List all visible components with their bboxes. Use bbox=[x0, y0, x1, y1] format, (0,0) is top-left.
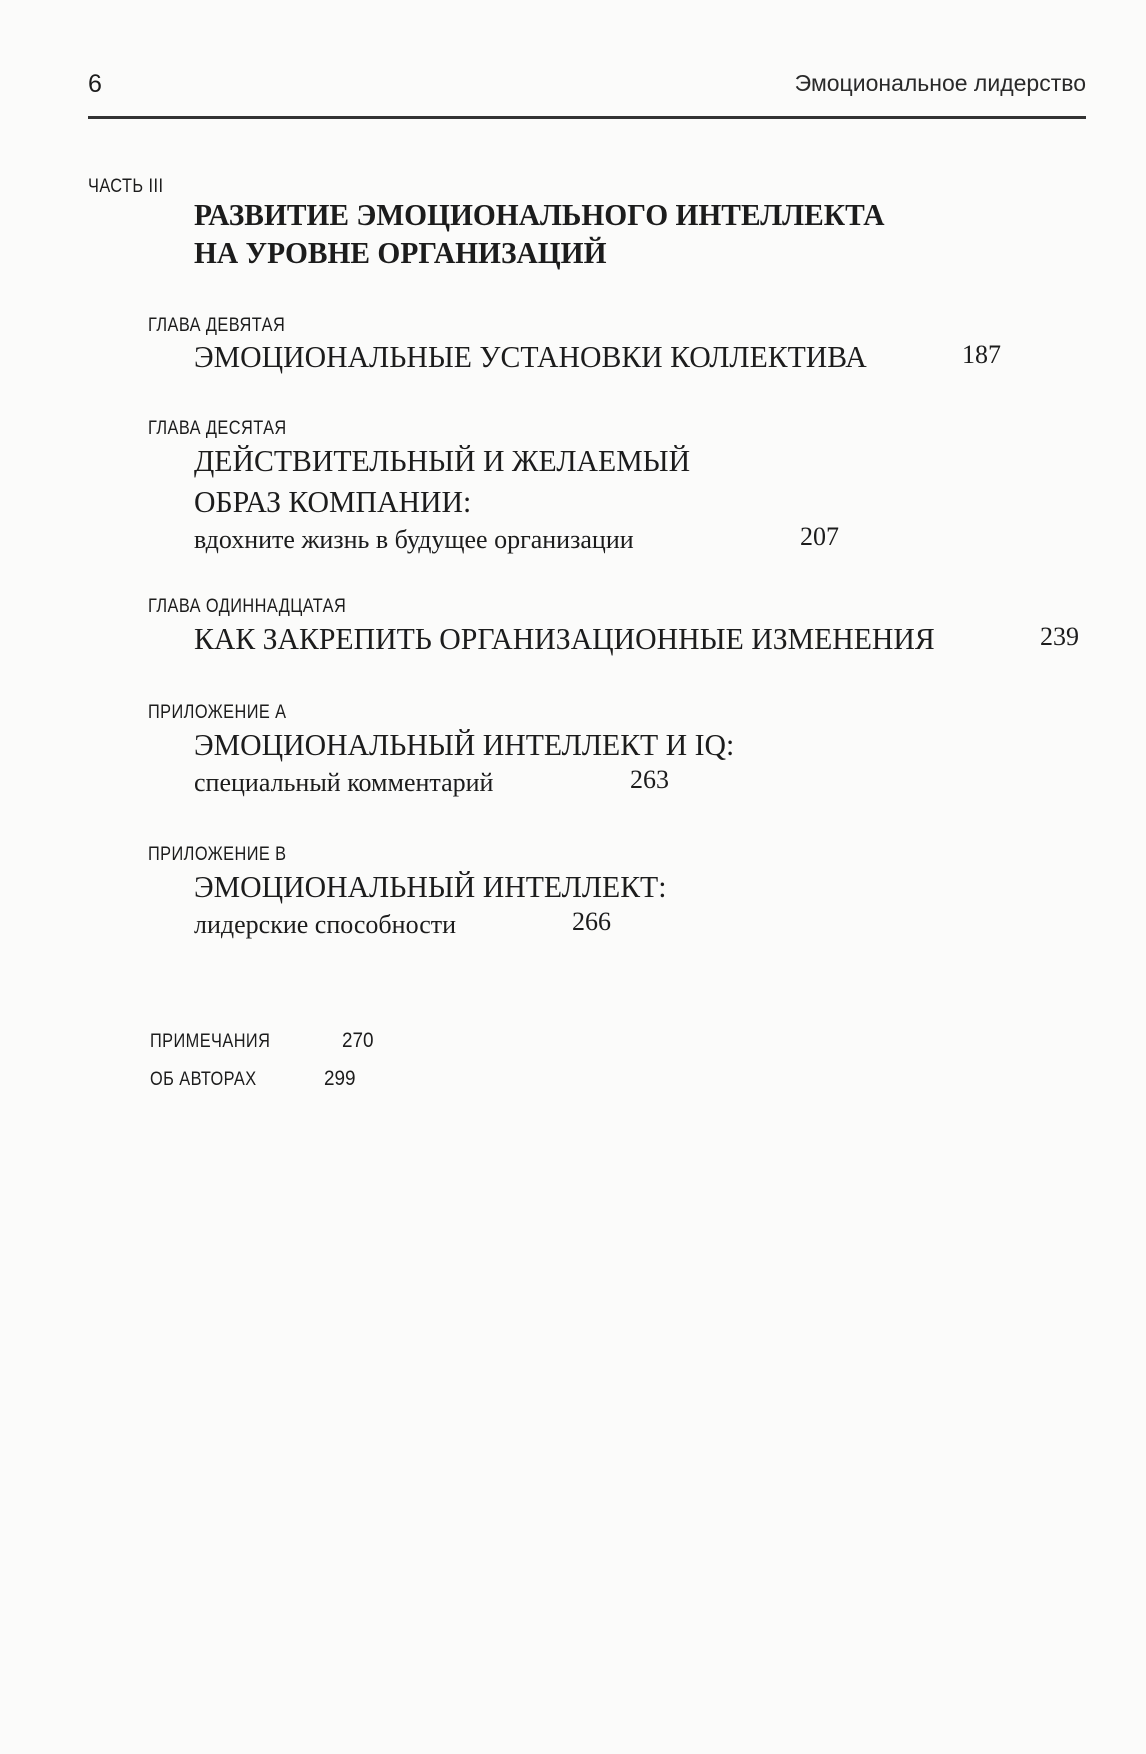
part-title-line1: РАЗВИТИЕ ЭМОЦИОНАЛЬНОГО ИНТЕЛЛЕКТА bbox=[194, 197, 885, 232]
notes-page[interactable]: 270 bbox=[342, 1029, 374, 1052]
part-title-line2: НА УРОВНЕ ОРГАНИЗАЦИЙ bbox=[194, 235, 607, 270]
appendix-subtitle-a[interactable]: специальный комментарий bbox=[194, 768, 494, 797]
page-header bbox=[88, 66, 1086, 119]
chapter-title-11[interactable]: КАК ЗАКРЕПИТЬ ОРГАНИЗАЦИОННЫЕ ИЗМЕНЕНИЯ bbox=[194, 621, 935, 656]
appendix-label-b[interactable]: ПРИЛОЖЕНИЕ В bbox=[148, 844, 287, 865]
chapter-title-10-line2[interactable]: ОБРАЗ КОМПАНИИ: bbox=[194, 484, 472, 519]
appendix-label-a[interactable]: ПРИЛОЖЕНИЕ А bbox=[148, 702, 287, 723]
appendix-page-b[interactable]: 266 bbox=[572, 907, 611, 936]
notes-label[interactable]: ПРИМЕЧАНИЯ bbox=[150, 1031, 271, 1052]
chapter-title-10-line1[interactable]: ДЕЙСТВИТЕЛЬНЫЙ И ЖЕЛАЕМЫЙ bbox=[194, 443, 691, 478]
chapter-label-10[interactable]: ГЛАВА ДЕСЯТАЯ bbox=[148, 418, 287, 439]
authors-page[interactable]: 299 bbox=[324, 1067, 356, 1090]
authors-label[interactable]: ОБ АВТОРАХ bbox=[150, 1069, 257, 1090]
chapter-label-9[interactable]: ГЛАВА ДЕВЯТАЯ bbox=[148, 315, 286, 336]
appendix-title-a[interactable]: ЭМОЦИОНАЛЬНЫЙ ИНТЕЛЛЕКТ И IQ: bbox=[194, 727, 735, 762]
chapter-label-11[interactable]: ГЛАВА ОДИННАДЦАТАЯ bbox=[148, 596, 347, 617]
running-title: Эмоциональное лидерство bbox=[794, 70, 1086, 96]
chapter-page-9[interactable]: 187 bbox=[962, 340, 1001, 369]
chapter-title-9[interactable]: ЭМОЦИОНАЛЬНЫЕ УСТАНОВКИ КОЛЛЕКТИВА bbox=[194, 339, 867, 374]
appendix-title-b[interactable]: ЭМОЦИОНАЛЬНЫЙ ИНТЕЛЛЕКТ: bbox=[194, 869, 667, 904]
chapter-page-10[interactable]: 207 bbox=[800, 522, 839, 551]
appendix-page-a[interactable]: 263 bbox=[630, 765, 669, 794]
part-label: ЧАСТЬ III bbox=[88, 176, 164, 197]
page-number: 6 bbox=[88, 70, 102, 98]
chapter-subtitle-10[interactable]: вдохните жизнь в будущее организации bbox=[194, 525, 634, 554]
appendix-subtitle-b[interactable]: лидерские способности bbox=[194, 910, 457, 939]
chapter-page-11[interactable]: 239 bbox=[1040, 622, 1079, 651]
